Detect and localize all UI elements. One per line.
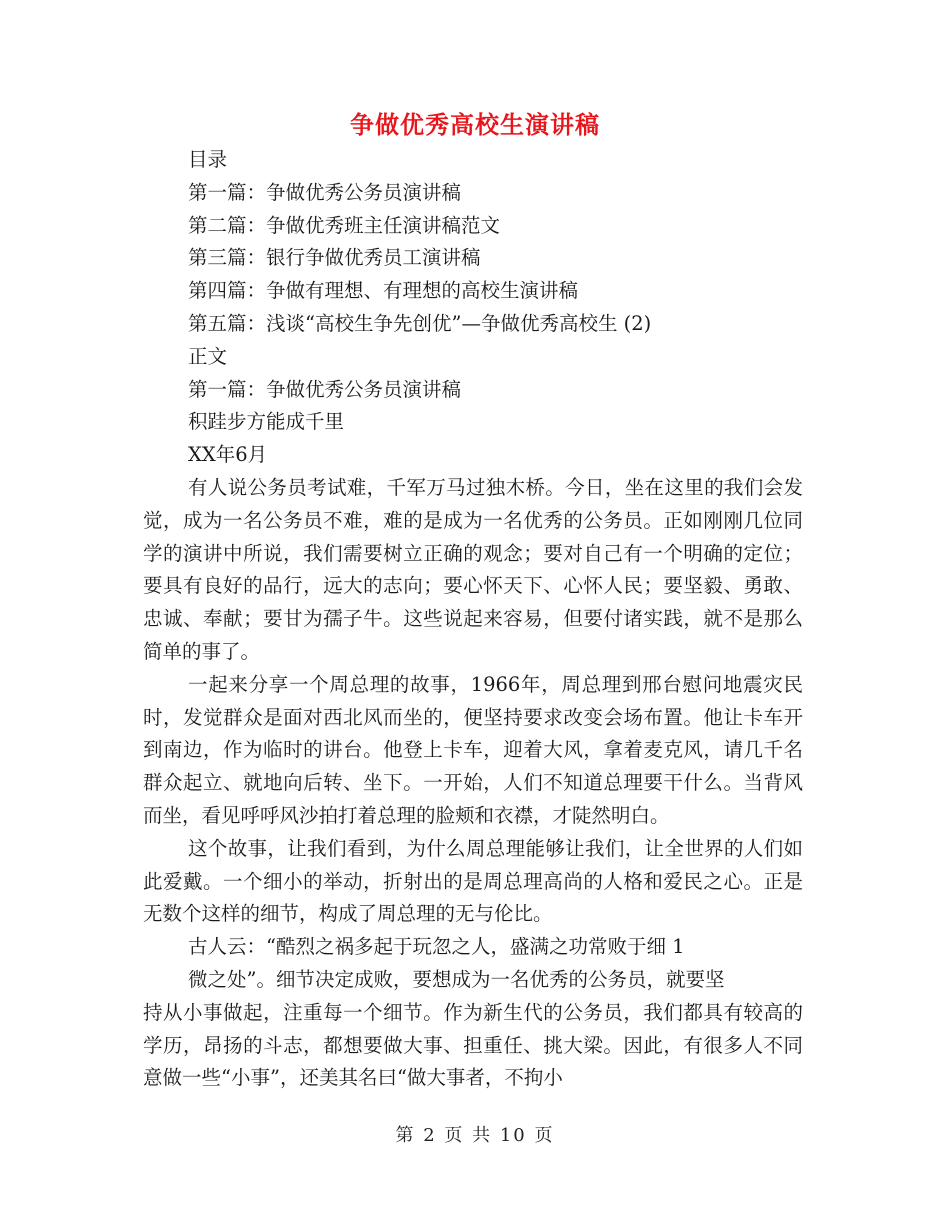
article-title: 第一篇：争做优秀公务员演讲稿 [188,377,462,401]
toc-item: 第三篇：银行争做优秀员工演讲稿 [188,246,481,270]
toc-item: 第二篇：争做优秀班主任演讲稿范文 [188,213,501,237]
paragraph: 这个故事，让我们看到，为什么周总理能够让我们，让全世界的人们如此爱戴。一个细小的举动，折射出的是周总理高尚的人格和爱民之心。正是无数个这样的细节，构成了周总理的无与伦比。 [143,836,803,926]
document-body [143,144,803,1095]
toc-item: 第五篇：浅谈“高校生争先创优”—争做优秀高校生 (2) [188,311,652,335]
document-title: 争做优秀高校生演讲稿 [350,111,600,139]
paragraph: 古人云：“酷烈之祸多起于玩忽之人，盛满之功常败于细 1 [188,935,685,959]
page-footer: 第 2 页 共 10 页 [395,1125,555,1146]
toc-item: 第一篇：争做优秀公务员演讲稿 [188,180,462,204]
paragraph: 有人说公务员考试难，千军万马过独木桥。今日，坐在这里的我们会发觉，成为一名公务员不难，难的是成为一名优秀的公务员。正如刚刚几位同学的演讲中所说，我们需要树立正确的观念；要对自己有一个明确的定位；要具有良好的品行，远大的志向；要心怀天下、心怀人民；要坚毅、勇敢、忠诚、奉献；要甘为孺子牛。这些说起来容易，但要付诸实践，就不是那么简单的事了。 [143,475,803,663]
continuation-paragraph: 持从小事做起，注重每一个细节。作为新生代的公务员，我们都具有较高的学历，昂扬的斗志，都想要做大事、担重任、挑大梁。因此，有很多人不同意做一些“小事”，还美其名曰“做大事者，不拘小 [143,1000,803,1090]
paragraph: 一起来分享一个周总理的故事，1966年，周总理到邢台慰问地震灾民时，发觉群众是面对西北风而坐的，便坚持要求改变会场布置。他让卡车开到南边，作为临时的讲台。他登上卡车，迎着大风，拿着麦克风，请几千名群众起立、就地向后转、坐下。一开始，人们不知道总理要干什么。当背风而坐，看见呼呼风沙拍打着总理的脸颊和衣襟，才陡然明白。 [143,672,803,827]
main-heading: 正文 [188,344,228,368]
article-subtitle: 积跬步方能成千里 [188,410,345,434]
toc-item: 第四篇：争做有理想、有理想的高校生演讲稿 [188,279,579,303]
toc-heading: 目录 [188,148,228,171]
article-date: XX年6月 [188,443,268,467]
continuation-line: 微之处”。细节决定成败，要想成为一名优秀的公务员，就要坚 [188,967,725,991]
